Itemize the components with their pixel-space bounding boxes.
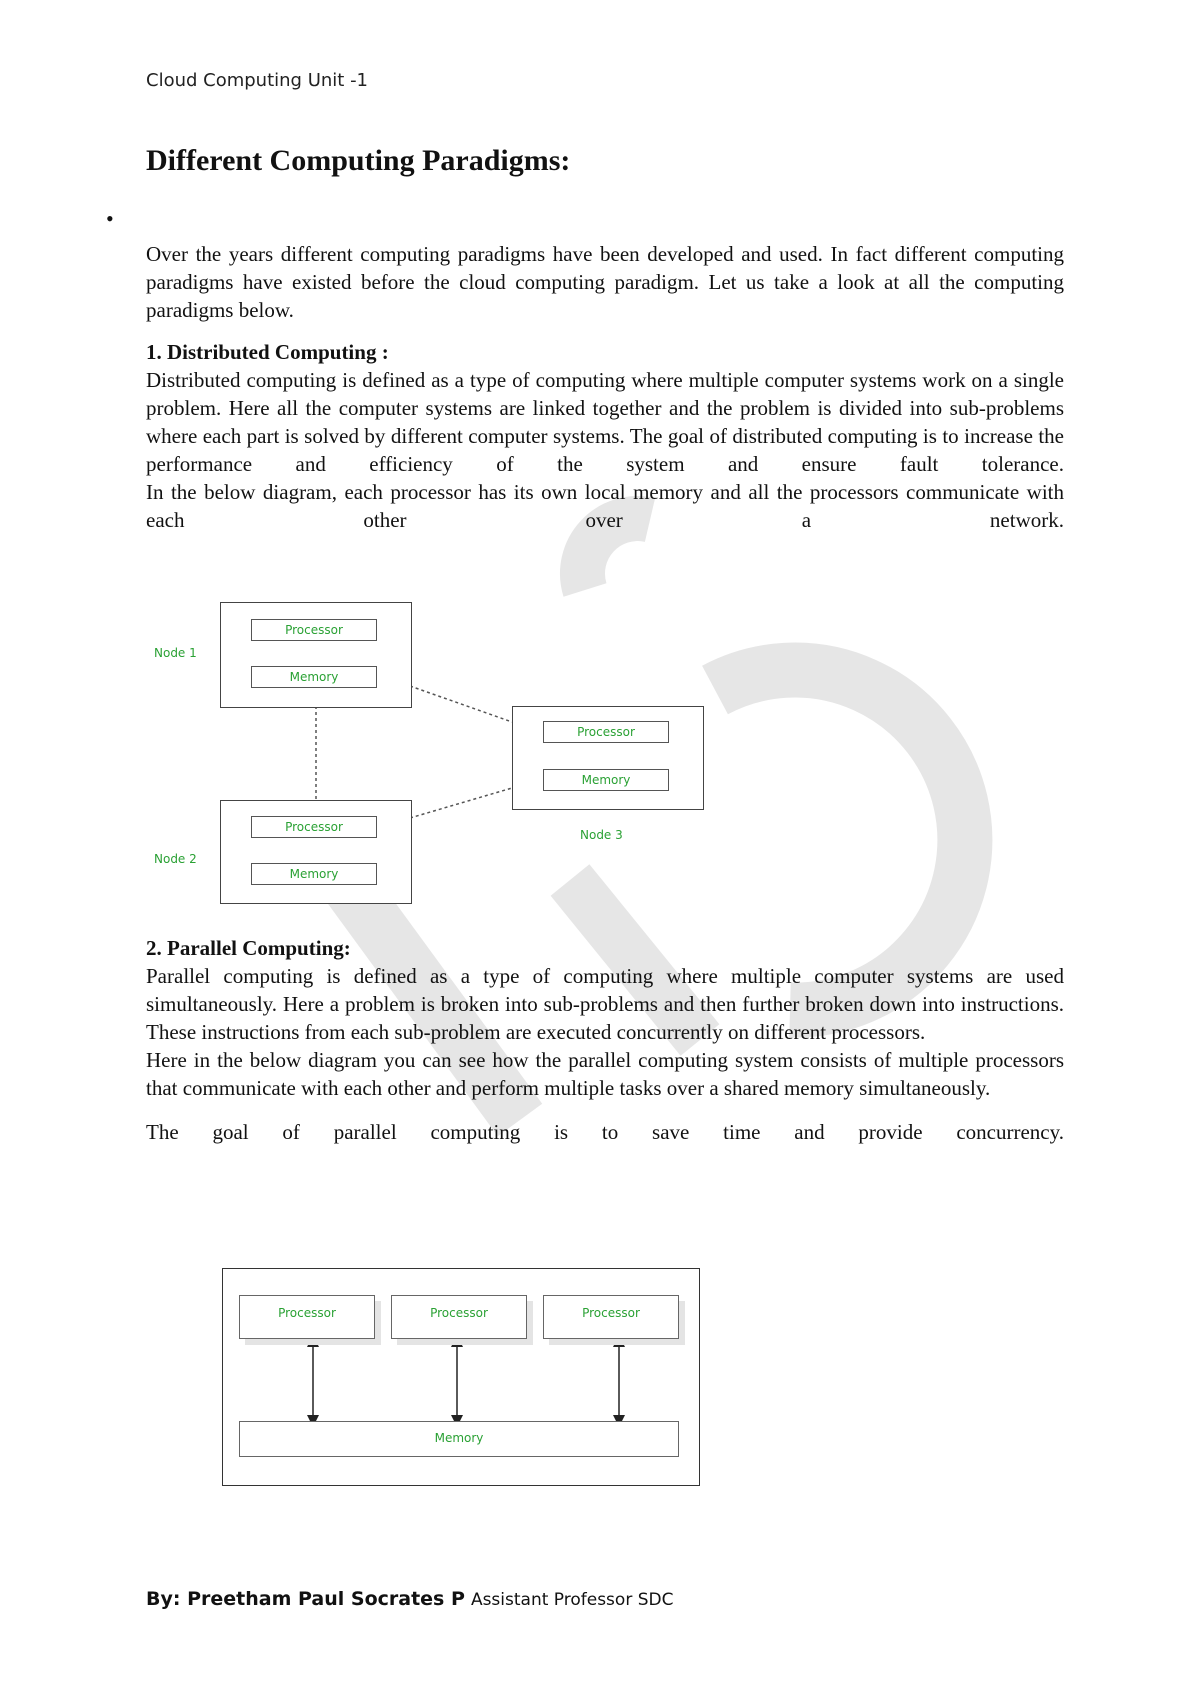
node1-label: Node 1	[154, 646, 197, 660]
node2-label: Node 2	[154, 852, 197, 866]
node3-memory: Memory	[543, 769, 669, 791]
node1-memory: Memory	[251, 666, 377, 688]
node2-memory: Memory	[251, 863, 377, 885]
section1-body: Distributed computing is defined as a type of computing where multiple computer systems work on a single problem. Here all the computer systems are linked together and the problem is divided into sub-problems where each part is solved by different computer systems. The goal of distributed computing is to increase the performance and efficiency of the system and ensure fault tolerance.	[146, 368, 1064, 476]
footer-author: By: Preetham Paul Socrates P	[146, 1588, 465, 1610]
link-node2-node3	[410, 788, 512, 818]
section2-body2: Here in the below diagram you can see how the parallel computing system consists of multiple processors that communicate with each other and perform multiple tasks over a shared memory simultaneously.	[146, 1048, 1064, 1100]
parallel-processor-1: Processor	[239, 1295, 375, 1339]
node3-box	[512, 706, 704, 810]
section1-heading: 1. Distributed Computing :	[146, 340, 389, 364]
node2-processor: Processor	[251, 816, 377, 838]
link-node1-node3	[410, 686, 512, 722]
section1-body2: In the below diagram, each processor has its own local memory and all the processors communicate with each other over a network.	[146, 480, 1064, 532]
section2-heading: 2. Parallel Computing:	[146, 936, 351, 960]
page-header: Cloud Computing Unit -1	[146, 70, 369, 91]
page-title: Different Computing Paradigms:	[146, 144, 571, 177]
parallel-memory: Memory	[239, 1421, 679, 1457]
intro-text: Over the years different computing paradigms have been developed and used. In fact different computing paradigms have existed before the cloud computing paradigm. Let us take a look at all the computing paradigms below.	[146, 242, 1064, 322]
parallel-processor-2: Processor	[391, 1295, 527, 1339]
footer-role: Assistant Professor SDC	[470, 1590, 674, 1610]
node1-processor: Processor	[251, 619, 377, 641]
parallel-diagram	[222, 1268, 700, 1486]
bullet-marker: •	[106, 206, 114, 231]
parallel-processor-3: Processor	[543, 1295, 679, 1339]
node1-box	[220, 602, 412, 708]
page-footer	[146, 1588, 673, 1610]
section-parallel	[146, 934, 1064, 1146]
node2-box	[220, 800, 412, 904]
section2-body: Parallel computing is defined as a type of computing where multiple computer systems are used simultaneously. Here a problem is broken into sub-problems and then further broken down into instructions. These instructions from each sub-problem are executed concurrently on different processors.	[146, 964, 1064, 1044]
section2-body3: The goal of parallel computing is to save time and provide concurrency.	[146, 1120, 1064, 1144]
node3-processor: Processor	[543, 721, 669, 743]
node3-label: Node 3	[580, 828, 623, 842]
